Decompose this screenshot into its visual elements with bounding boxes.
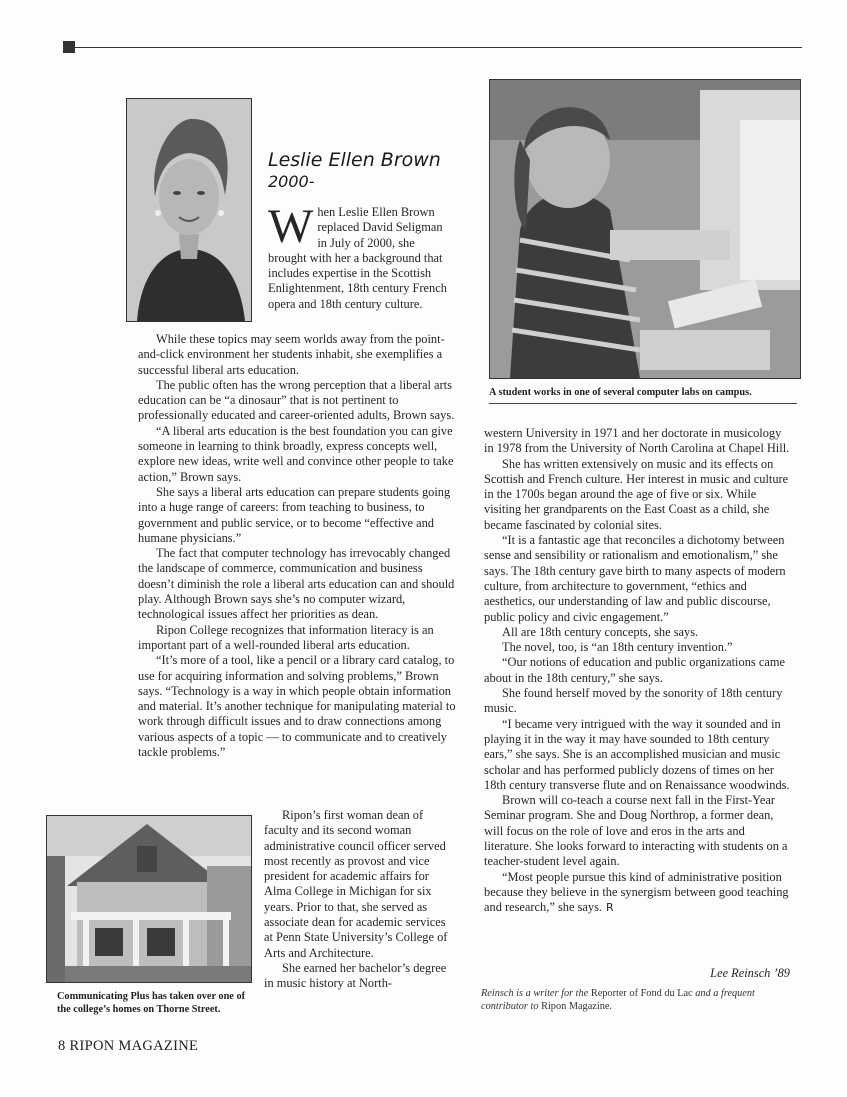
paragraph: western University in 1971 and her doctorate in musicology in 1978 from the University of North Carolina at Chapel Hill. — [484, 426, 790, 456]
top-rule — [75, 47, 802, 48]
computer-lab-photo — [489, 79, 801, 379]
paragraph: “Our notions of education and public organizations came about in the 18th century,” she says. — [484, 655, 785, 685]
paragraph: The novel, too, is “an 18th century invention.” — [502, 640, 733, 655]
paragraph: Brown will co-teach a course next fall in the First-Year Seminar program. She and Doug Northrop, a former dean, will focus on the role of love and eros in the arts and literature. She looks forward to interacting with students on a teacher-student level again. — [484, 793, 788, 869]
author-bio — [481, 987, 801, 1013]
paragraph: “It is a fantastic age that reconciles a dichotomy between sense and sensibility or rationalism and emotionalism,” she says. The 18th century gave birth to many aspects of modern culture, from architecture to government, “ethics and aesthetics, our understanding of law and public discourse, public policy and civic engagement.” — [484, 533, 786, 624]
paragraph: “A liberal arts education is the best foundation you can give someone in learning to think broadly, express concepts well, explore new ideas, write well and convince other people to take action,” Brown says. — [138, 423, 454, 484]
top-rule-marker — [63, 41, 75, 53]
column-a-continued — [264, 808, 456, 992]
profile-years: 2000- — [268, 172, 315, 191]
publication-name: Ripon Magazine — [541, 1001, 610, 1012]
paragraph — [484, 870, 792, 916]
paragraph: She says a liberal arts education can prepare students going into a huge range of careers: from teaching to business, to government and public service, or to become “effective and humane physicians.” — [138, 484, 451, 545]
paragraph: The fact that computer technology has irrevocably changed the landscape of commerce, communication and business doesn’t diminish the role a liberal arts education can and should play. Although Brown says she’s no computer wizard, technological issues affect her priorities as dean. — [138, 546, 455, 622]
paragraph: She earned her bachelor’s degree in music history at North- — [264, 960, 447, 991]
drop-cap: W — [268, 200, 314, 253]
bio-text: . — [609, 1001, 612, 1012]
column-b — [484, 426, 792, 916]
intro-paragraph: hen Leslie Ellen Brown replaced David Seligman in July of 2000, she brought with her a background that includes expertise in the Scottish Enlightenment, 18th century French opera and 18th century culture. — [268, 205, 447, 311]
house-photo-caption: Communicating Plus has taken over one of the college’s homes on Thorne Street. — [57, 991, 246, 1015]
caption-rule — [489, 403, 797, 404]
portrait-photo — [126, 98, 252, 322]
publication-name: Reporter of Fond du Lac — [590, 988, 693, 999]
column-a — [138, 332, 456, 760]
article-title — [268, 148, 468, 192]
byline: Lee Reinsch ’89 — [710, 966, 790, 980]
paragraph: All are 18th century concepts, she says. — [502, 624, 699, 639]
article-intro — [268, 200, 448, 312]
profile-name: Leslie Ellen Brown — [268, 149, 441, 171]
bio-text: Reinsch is a writer for the — [481, 988, 591, 999]
closing-quote: “Most people pursue this kind of administrative position because they believe in the synergism between good teaching and research,” she says. — [484, 869, 789, 915]
paragraph: Ripon’s first woman dean of faculty and its second woman administrative council officer served most recently as provost and vice president for academic affairs for Alma College in Michigan for six years. Prior to that, she served as associate dean for academic services at Penn State University’s College of Arts and Architecture. — [264, 808, 448, 960]
end-mark: R — [606, 901, 614, 915]
paragraph: “It’s more of a tool, like a pencil or a library card catalog, to use for acquiring information and solving problems,” Brown says. “Technology is a way in which people obtain information and material. It’s another technique for manipulating material to work through difficult issues and to draw connections among various aspects of a topic — to communicate and to creatively tackle problems.” — [138, 653, 456, 760]
bio-text: and a frequent contributor to — [481, 988, 755, 1012]
paragraph: She has written extensively on music and its effects on Scottish and French culture. Her interest in music and culture in the 1700s began around the age of five or six. While visiting her grandparents on the East Coast as a child, she became fascinated by colonial sites. — [484, 456, 789, 532]
paragraph: While these topics may seem worlds away from the point-and-click environment her students inhabit, she exemplifies a successful liberal arts education. — [138, 332, 445, 377]
paragraph: Ripon College recognizes that information literacy is an important part of a well-rounded liberal arts education. — [138, 622, 434, 652]
paragraph: The public often has the wrong perception that a liberal arts education can be “a dinosaur” that is not pertinent to professionally educated and career-oriented adults, Brown says. — [138, 377, 455, 423]
paragraph: “I became very intrigued with the way it sounded and in playing it in the way it may have sounded to 18th century ears,” she says. She is an accomplished musician and music scholar and has performed publicly dozens of times on her 18th century transverse flute and on Renaissance woodwinds. — [484, 716, 790, 792]
paragraph: She found herself moved by the sonority of 18th century music. — [484, 686, 783, 716]
page-folio: 8 RIPON MAGAZINE — [58, 1038, 199, 1054]
lab-photo-caption: A student works in one of several computer labs on campus. — [489, 387, 752, 398]
house-photo — [46, 815, 252, 983]
